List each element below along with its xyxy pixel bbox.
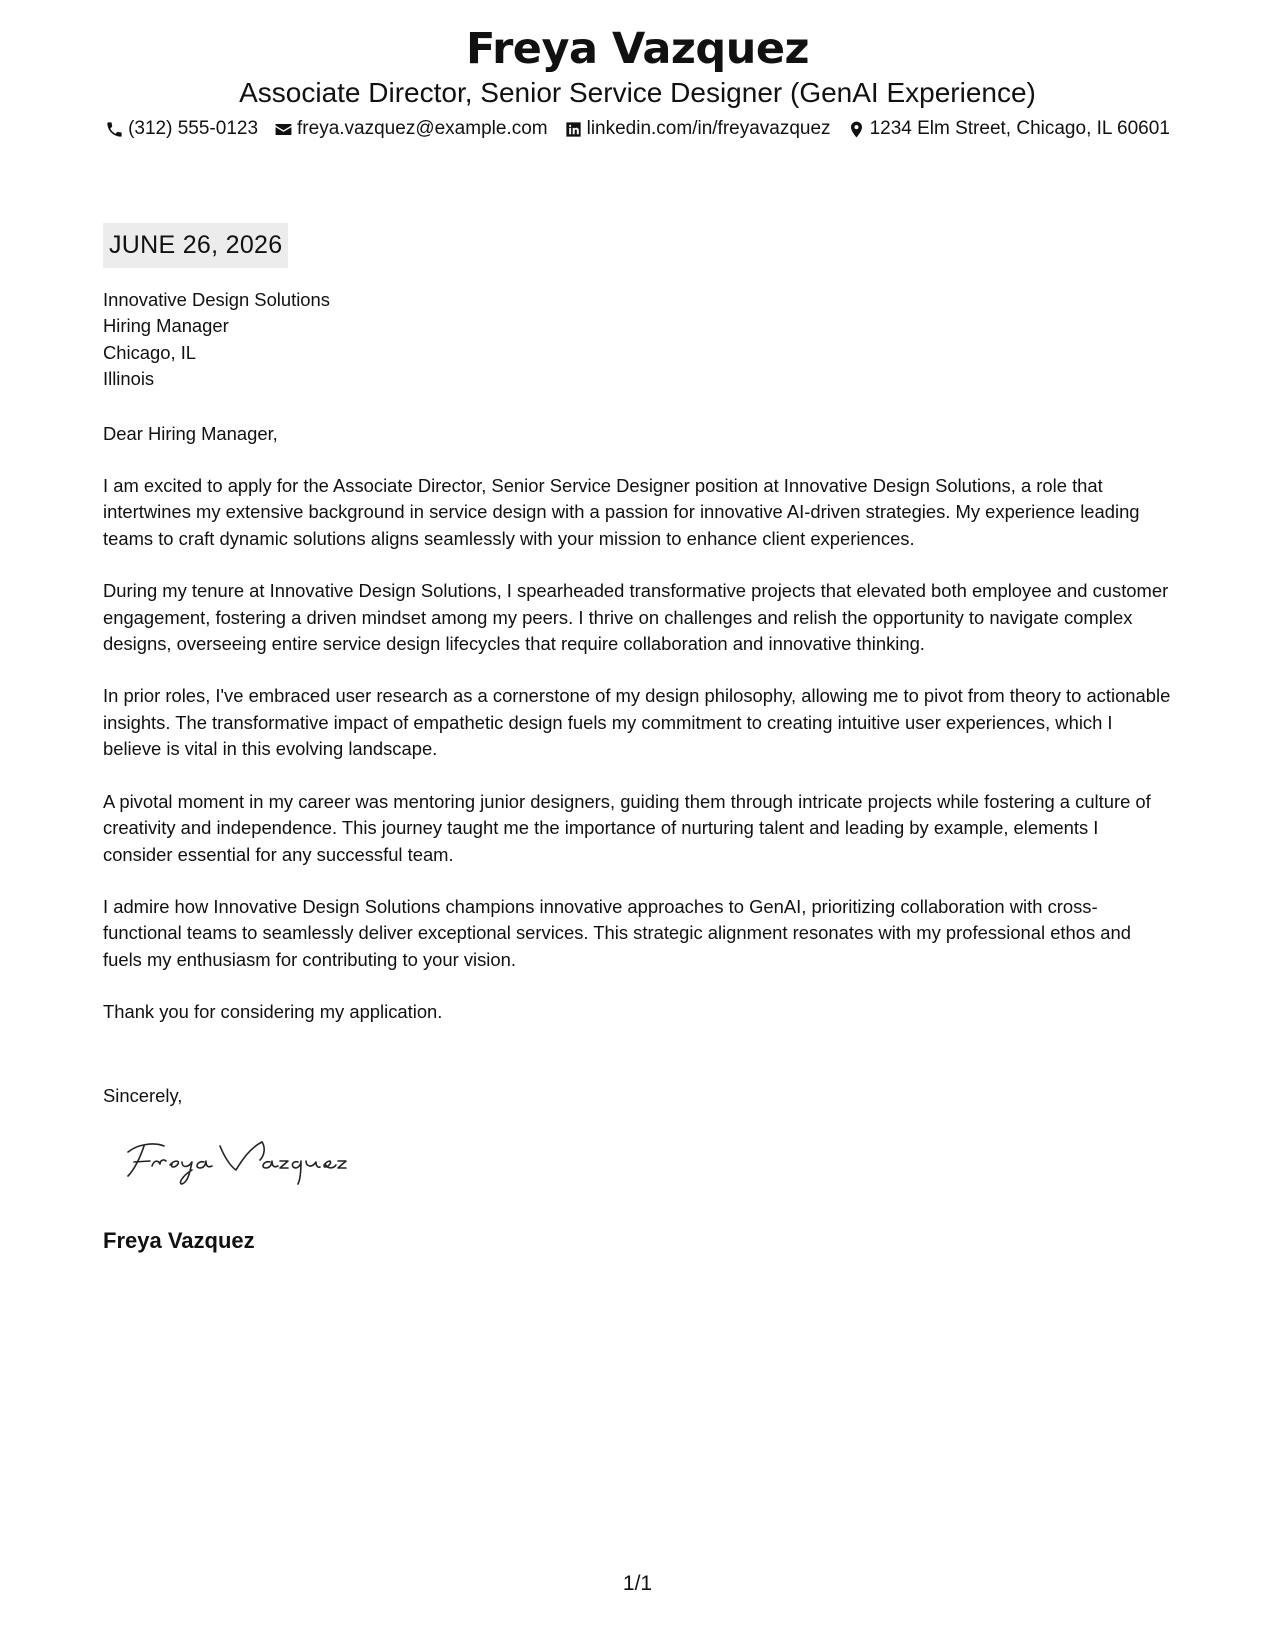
body-paragraph: I admire how Innovative Design Solutions champions innovative approaches to GenAI, prioritizing collaboration with cross-functional teams to seamlessly deliver exceptional services. This strategic alignment resonates with my professional ethos and fuels my enthusiasm for contributing to your vision. xyxy=(103,895,1131,970)
body-paragraph: A pivotal moment in my career was mentoring junior designers, guiding them through intricate projects while fostering a culture of creativity and independence. This journey taught me the importance of nurturing talent and leading by example, elements I consider essential for any successful team. xyxy=(103,790,1151,865)
applicant-name: Freya Vazquez xyxy=(465,24,810,74)
contact-address xyxy=(847,116,1170,142)
letter-body xyxy=(103,287,1173,1026)
body-paragraph: I am excited to apply for the Associate Director, Senior Service Designer position at Innovative Design Solutions, a role that intertwines my extensive background in service design with a passion for innovative AI-driven strategies. My experience leading teams to craft dynamic solutions aligns seamlessly with your mission to enhance client experiences. xyxy=(103,475,1140,549)
body-paragraph: During my tenure at Innovative Design Solutions, I spearheaded transformative projects that elevated both employee and customer engagement, fostering a driven mindset among my peers. I thrive on challenges and relish the opportunity to navigate complex designs, overseeing entire service design lifecycles that require collaboration and innovative thinking. xyxy=(103,580,1169,655)
signature-image xyxy=(120,1130,350,1190)
linkedin-icon xyxy=(564,120,583,139)
recipient-contact: Hiring Manager xyxy=(103,315,229,337)
email-link[interactable]: freya.vazquez@example.com xyxy=(297,118,548,139)
envelope-icon xyxy=(274,120,293,139)
signer-name: Freya Vazquez xyxy=(103,1228,255,1253)
phone-text: (312) 555-0123 xyxy=(128,118,259,139)
recipient-state: Illinois xyxy=(103,368,155,390)
page-number: 1/1 xyxy=(622,1572,653,1595)
contact-bar xyxy=(0,116,1275,142)
closing-line: Thank you for considering my application. xyxy=(103,1001,443,1023)
contact-email[interactable] xyxy=(274,116,548,142)
letter-date: JUNE 26, 2026 xyxy=(103,223,288,268)
map-pin-icon xyxy=(847,120,866,139)
contact-linkedin[interactable] xyxy=(564,116,831,142)
applicant-title: Associate Director, Senior Service Designer (GenAI Experience) xyxy=(239,77,1036,108)
recipient-city: Chicago, IL xyxy=(103,341,197,363)
contact-phone xyxy=(105,116,258,142)
phone-icon xyxy=(105,120,124,139)
salutation: Dear Hiring Manager, xyxy=(103,422,278,444)
recipient-company: Innovative Design Solutions xyxy=(103,289,330,310)
signoff: Sincerely, xyxy=(103,1085,183,1106)
body-paragraph: In prior roles, I've embraced user research as a cornerstone of my design philosophy, allowing me to pivot from theory to actionable insights. The transformative impact of empathetic design fuels my commitment to creating intuitive user experiences, which I believe is vital in this evolving landscape. xyxy=(103,685,1171,760)
letter-header xyxy=(0,22,1275,142)
linkedin-link[interactable]: linkedin.com/in/freyavazquez xyxy=(586,118,831,139)
recipient-block xyxy=(103,287,1173,393)
address-text: 1234 Elm Street, Chicago, IL 60601 xyxy=(869,118,1170,139)
